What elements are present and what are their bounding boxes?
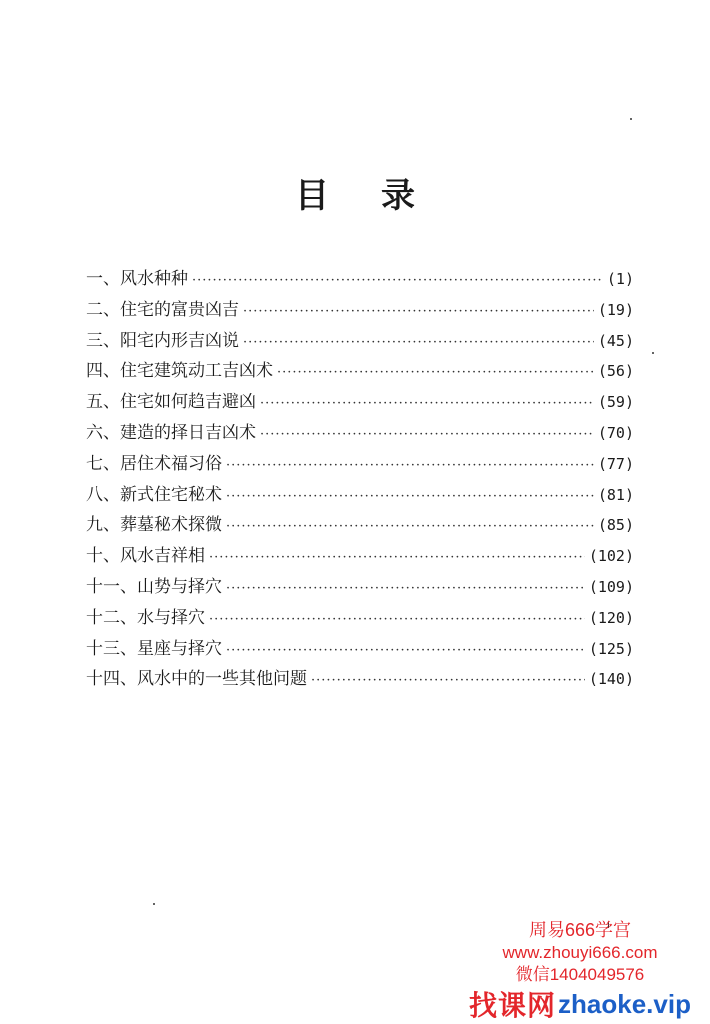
watermark-wechat: 微信1404049576	[515, 965, 645, 984]
toc-entry-title: 二、住宅的富贵凶吉	[86, 299, 239, 320]
toc-entry-page: (77)	[597, 454, 634, 473]
watermark-brand-en: zhaoke.vip	[558, 988, 691, 1019]
toc-entry[interactable]	[86, 634, 634, 665]
toc-entry-page: (102)	[588, 547, 634, 566]
toc-entry[interactable]	[86, 356, 634, 387]
toc-entry[interactable]	[86, 264, 634, 295]
watermark-url: www.zhouyi666.com	[502, 943, 658, 962]
toc-entry[interactable]	[86, 295, 634, 326]
toc-entry[interactable]	[86, 541, 634, 572]
toc-leader-dots	[243, 328, 594, 358]
toc-entry-title: 十二、水与择穴	[86, 607, 205, 628]
toc-entry[interactable]	[86, 418, 634, 449]
toc-leader-dots	[260, 389, 594, 419]
toc-entry-page: (140)	[588, 670, 634, 689]
toc-entry-title: 三、阳宅内形吉凶说	[86, 330, 239, 351]
scan-speck	[652, 352, 654, 354]
toc-entry-title: 十四、风水中的一些其他问题	[86, 669, 307, 690]
watermark	[460, 918, 700, 1024]
toc-entry-title: 八、新式住宅秘术	[86, 484, 222, 505]
toc-entry[interactable]	[86, 449, 634, 480]
title-char-right: 录	[381, 176, 415, 216]
toc-entry-title: 九、葬墓秘术探微	[86, 515, 222, 536]
toc-leader-dots	[277, 358, 594, 388]
toc-entry-page: (85)	[597, 516, 634, 535]
toc-entry-title: 十一、山势与择穴	[86, 576, 222, 597]
toc-entry[interactable]	[86, 572, 634, 603]
toc-entry-page: (81)	[597, 485, 634, 504]
toc-leader-dots	[209, 543, 585, 573]
toc-entry-title: 七、居住术福习俗	[86, 453, 222, 474]
toc-entry[interactable]	[86, 603, 634, 634]
watermark-brand	[460, 984, 700, 1024]
toc-entry-page: (56)	[597, 362, 634, 381]
toc-leader-dots	[192, 266, 603, 296]
toc-leader-dots	[226, 451, 594, 481]
toc-leader-dots	[226, 482, 594, 512]
toc-leader-dots	[226, 574, 585, 604]
toc-entry-page: (1)	[606, 270, 634, 288]
toc-entry-page: (125)	[588, 639, 634, 658]
toc-entry[interactable]	[86, 664, 634, 695]
title-char-left: 目	[295, 176, 329, 216]
toc-entry-title: 六、建造的择日吉凶术	[86, 422, 256, 443]
toc-entry[interactable]	[86, 480, 634, 511]
toc-entry-page: (109)	[588, 577, 634, 596]
table-of-contents	[86, 264, 634, 695]
scan-speck	[630, 118, 632, 120]
toc-entry-title: 五、住宅如何趋吉避凶	[86, 392, 256, 413]
toc-entry-page: (120)	[588, 608, 634, 627]
toc-entry-page: (70)	[597, 423, 634, 442]
toc-leader-dots	[243, 297, 594, 327]
toc-leader-dots	[226, 512, 594, 542]
toc-entry-page: (19)	[597, 300, 634, 319]
watermark-brand-cn: 找课网	[469, 990, 557, 1021]
toc-entry[interactable]	[86, 387, 634, 418]
toc-entry-page: (59)	[597, 393, 634, 412]
toc-entry[interactable]	[86, 326, 634, 357]
toc-leader-dots	[226, 636, 585, 666]
toc-leader-dots	[209, 605, 585, 635]
toc-entry-title: 一、风水种种	[86, 269, 188, 289]
toc-leader-dots	[260, 420, 594, 450]
toc-entry-title: 十三、星座与择穴	[86, 638, 222, 659]
page-title	[0, 168, 710, 217]
toc-entry-title: 十、风水吉祥相	[86, 546, 205, 567]
toc-entry-title: 四、住宅建筑动工吉凶术	[86, 361, 273, 382]
toc-entry[interactable]	[86, 510, 634, 541]
watermark-site-name: 周易666学宫	[528, 920, 632, 940]
toc-entry-page: (45)	[597, 331, 634, 350]
toc-leader-dots	[311, 666, 585, 696]
scan-speck	[153, 903, 155, 905]
